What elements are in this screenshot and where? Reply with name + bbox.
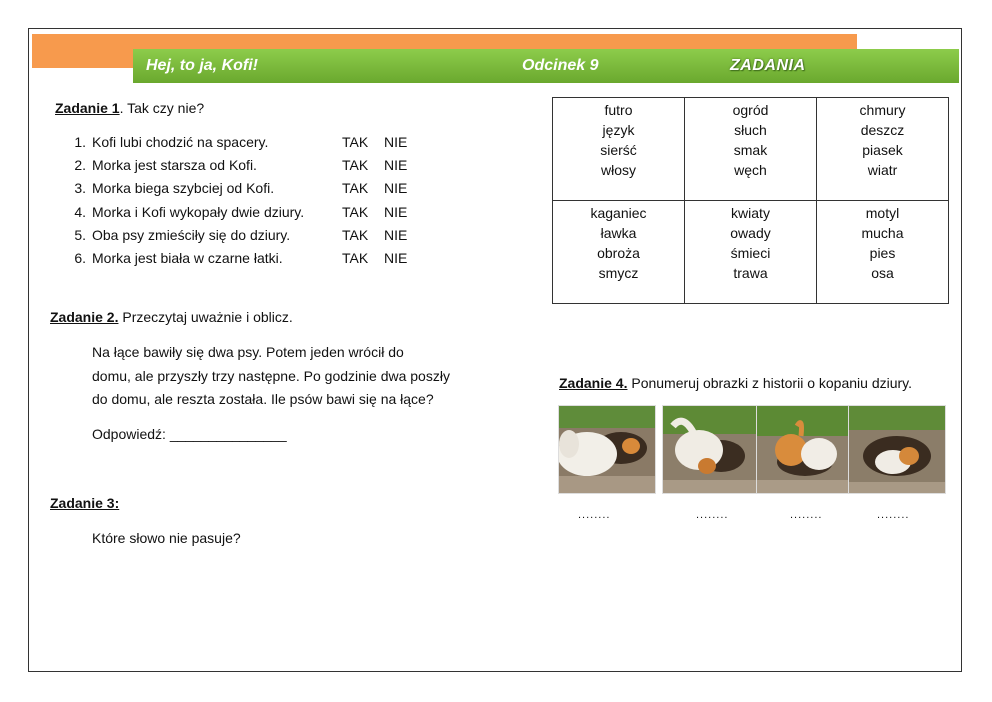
list-item: 6. Morka jest biała w czarne łatki. TAK NIE [74, 249, 408, 266]
blank-2[interactable]: ........ [696, 509, 729, 521]
word[interactable]: deszcz [860, 122, 905, 138]
yes-option[interactable]: TAK [342, 180, 369, 197]
table-row [553, 201, 949, 304]
word-cell [553, 98, 685, 201]
no-option[interactable]: NIE [384, 203, 408, 220]
yes-option[interactable]: TAK [342, 157, 369, 174]
word-cell [553, 201, 685, 304]
task2-instruction: Przeczytaj uważnie i oblicz. [118, 309, 293, 325]
task4-label: Zadanie 4. [559, 375, 628, 391]
dog-photo-4 [848, 405, 946, 494]
list-item: 2. Morka jest starsza od Kofi. TAK NIE [74, 157, 408, 174]
word[interactable]: motyl [865, 205, 900, 221]
word[interactable]: wiatr [867, 162, 898, 178]
word[interactable]: piasek [862, 142, 903, 158]
no-option[interactable]: NIE [384, 134, 408, 150]
header-title: Hej, to ja, Kofi! [146, 57, 258, 74]
word[interactable]: smak [733, 142, 768, 158]
list-item: 3. Morka biega szybciej od Kofi. TAK NIE [74, 180, 408, 197]
word-cell [817, 98, 949, 201]
task1-list [66, 134, 426, 273]
list-item: 1. Kofi lubi chodzić na spacery. TAK NIE [74, 134, 408, 150]
blank-4[interactable]: ........ [877, 509, 910, 521]
yes-option[interactable]: TAK [342, 249, 369, 266]
word[interactable]: futro [604, 102, 633, 118]
dog-photo-2 [662, 405, 760, 494]
word-table [552, 97, 949, 304]
blank-3[interactable]: ........ [790, 509, 823, 521]
task2-label: Zadanie 2. [50, 309, 119, 325]
task4-heading [559, 375, 912, 391]
word[interactable]: język [602, 122, 635, 138]
task2-text: Na łące bawiły się dwa psy. Potem jeden wrócił do domu, ale przyszły trzy następne. Po godzinie dwa poszły do domu, ale reszta została. Ile psów bawi się na łące? [92, 344, 450, 407]
word[interactable]: obroża [597, 245, 640, 261]
table-row [553, 98, 949, 201]
answer-field[interactable]: Odpowiedź: _______________ [92, 426, 287, 442]
task4-instruction: Ponumeruj obrazki z historii o kopaniu dziury. [627, 375, 913, 391]
yes-option[interactable]: TAK [342, 226, 369, 243]
no-option[interactable]: NIE [384, 226, 408, 243]
word[interactable]: kaganiec [590, 205, 647, 221]
task3-label: Zadanie 3: [50, 495, 120, 511]
word[interactable]: sierść [600, 142, 637, 158]
task2-heading [50, 309, 293, 325]
word[interactable]: śmieci [730, 245, 771, 261]
word-cell [685, 98, 817, 201]
blank-1[interactable]: ........ [578, 509, 611, 521]
header-episode: Odcinek 9 [522, 57, 599, 74]
header-section: ZADANIA [730, 57, 806, 74]
word-cell [817, 201, 949, 304]
word[interactable]: owady [730, 225, 771, 241]
task3-question: Które słowo nie pasuje? [92, 530, 241, 546]
word[interactable]: węch [734, 162, 767, 178]
task1-label: Zadanie 1 [55, 100, 120, 116]
no-option[interactable]: NIE [384, 249, 408, 266]
yes-option[interactable]: TAK [342, 203, 369, 220]
yes-option[interactable]: TAK [342, 134, 369, 150]
word[interactable]: kwiaty [731, 205, 770, 221]
word[interactable]: chmury [859, 102, 906, 118]
list-item: 4. Morka i Kofi wykopały dwie dziury. TAK NIE [74, 203, 408, 220]
word[interactable]: słuch [734, 122, 767, 138]
word[interactable]: włosy [600, 162, 636, 178]
word-cell [685, 201, 817, 304]
word[interactable]: pies [869, 245, 896, 261]
word[interactable]: trawa [733, 265, 768, 281]
no-option[interactable]: NIE [384, 157, 408, 174]
word[interactable]: smycz [598, 265, 639, 281]
task1-heading [55, 100, 204, 116]
dog-photo-3 [756, 405, 854, 494]
word[interactable]: ławka [600, 225, 637, 241]
no-option[interactable]: NIE [384, 180, 408, 197]
word[interactable]: mucha [861, 225, 904, 241]
word[interactable]: osa [871, 265, 894, 281]
list-item: 5. Oba psy zmieściły się do dziury. TAK NIE [74, 226, 408, 243]
dog-photo-1 [558, 405, 656, 494]
word[interactable]: ogród [732, 102, 769, 118]
task1-instruction: . Tak czy nie? [119, 100, 205, 116]
task3-heading [50, 495, 119, 511]
